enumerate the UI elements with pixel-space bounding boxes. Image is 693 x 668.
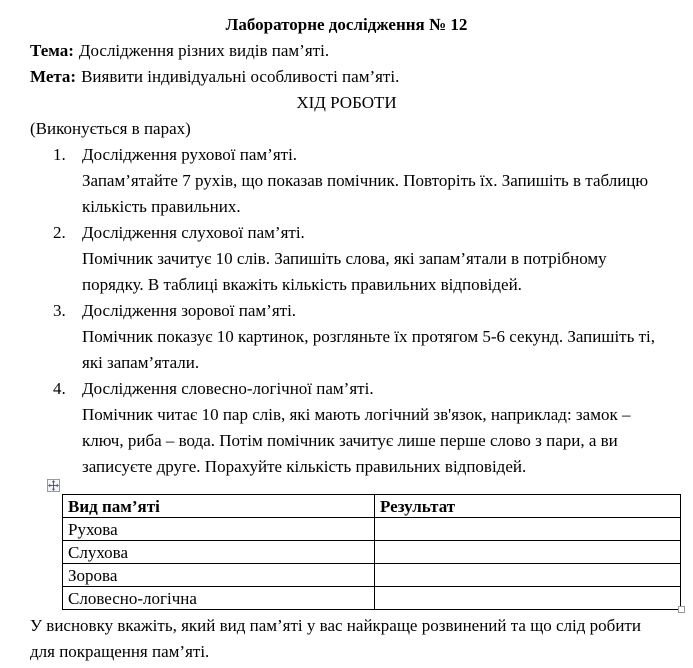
- step-body: Запам’ятайте 7 рухів, що показав помічник. Повторіть їх. Запишіть в таблицю кількість правильних.: [82, 171, 649, 216]
- move-cross-icon: [48, 480, 59, 491]
- step-title: Дослідження рухової пам’яті.: [82, 145, 298, 164]
- step-body: Помічник зачитує 10 слів. Запишіть слова, які запам’ятали в потрібному порядку. В таблиці вкажіть кількість правильних відповідей.: [82, 249, 607, 294]
- topic-label: Тема:: [30, 41, 74, 60]
- step-title: Дослідження зорової пам’яті.: [82, 301, 297, 320]
- step-number: 3.: [53, 301, 66, 320]
- result-cell[interactable]: [375, 564, 681, 587]
- lab-title: Лабораторне дослідження № 12: [225, 15, 468, 34]
- table-header-type: Вид пам’яті: [63, 495, 375, 518]
- table-header-row: [63, 495, 681, 518]
- table-move-handle-icon[interactable]: [47, 479, 60, 492]
- step-body: Помічник показує 10 картинок, розгляньте їх протягом 5-6 секунд. Запишіть ті, які запам’ятали.: [82, 327, 656, 372]
- step-body: Помічник читає 10 пар слів, які мають логічний зв'язок, наприклад: замок – ключ, риба – вода. Потім помічник зачитує лише перше слово з пари, а ви записуєте друге. Порахуйте кількість правильних відповідей.: [82, 405, 631, 476]
- results-table-area: [62, 480, 680, 610]
- memory-type-cell: Словесно-логічна: [63, 587, 375, 610]
- memory-type-cell: Зорова: [63, 564, 375, 587]
- step-item-4: [30, 376, 663, 480]
- memory-type-cell: Слухова: [63, 541, 375, 564]
- goal-label: Мета:: [30, 67, 77, 86]
- table-row: [63, 541, 681, 564]
- table-resize-handle[interactable]: [678, 606, 685, 613]
- step-title: Дослідження слухової пам’яті.: [82, 223, 305, 242]
- pairs-note: (Виконується в парах): [30, 119, 191, 138]
- table-row: [63, 518, 681, 541]
- step-number: 4.: [53, 379, 66, 398]
- step-title: Дослідження словесно-логічної пам’яті.: [82, 379, 374, 398]
- result-cell[interactable]: [375, 518, 681, 541]
- step-item-3: [30, 298, 663, 376]
- table-header-result: Результат: [375, 495, 681, 518]
- table-row: [63, 564, 681, 587]
- goal-line: [30, 64, 663, 90]
- step-number: 1.: [53, 145, 66, 164]
- goal-text: Виявити індивідуальні особливості пам’яті.: [81, 67, 400, 86]
- topic-line: [30, 38, 663, 64]
- procedure-heading: ХІД РОБОТИ: [296, 93, 397, 112]
- results-table: [62, 494, 681, 610]
- result-cell[interactable]: [375, 541, 681, 564]
- result-cell[interactable]: [375, 587, 681, 610]
- table-row: [63, 587, 681, 610]
- step-item-2: [30, 220, 663, 298]
- memory-type-cell: Рухова: [63, 518, 375, 541]
- topic-text: Дослідження різних видів пам’яті.: [78, 41, 330, 60]
- conclusion-paragraph: У висновку вкажіть, який вид пам’яті у вас найкраще розвинений та що слід робити для покращення пам’яті.: [30, 616, 641, 661]
- steps-list: [30, 142, 663, 480]
- step-item-1: [30, 142, 663, 220]
- step-number: 2.: [53, 223, 66, 242]
